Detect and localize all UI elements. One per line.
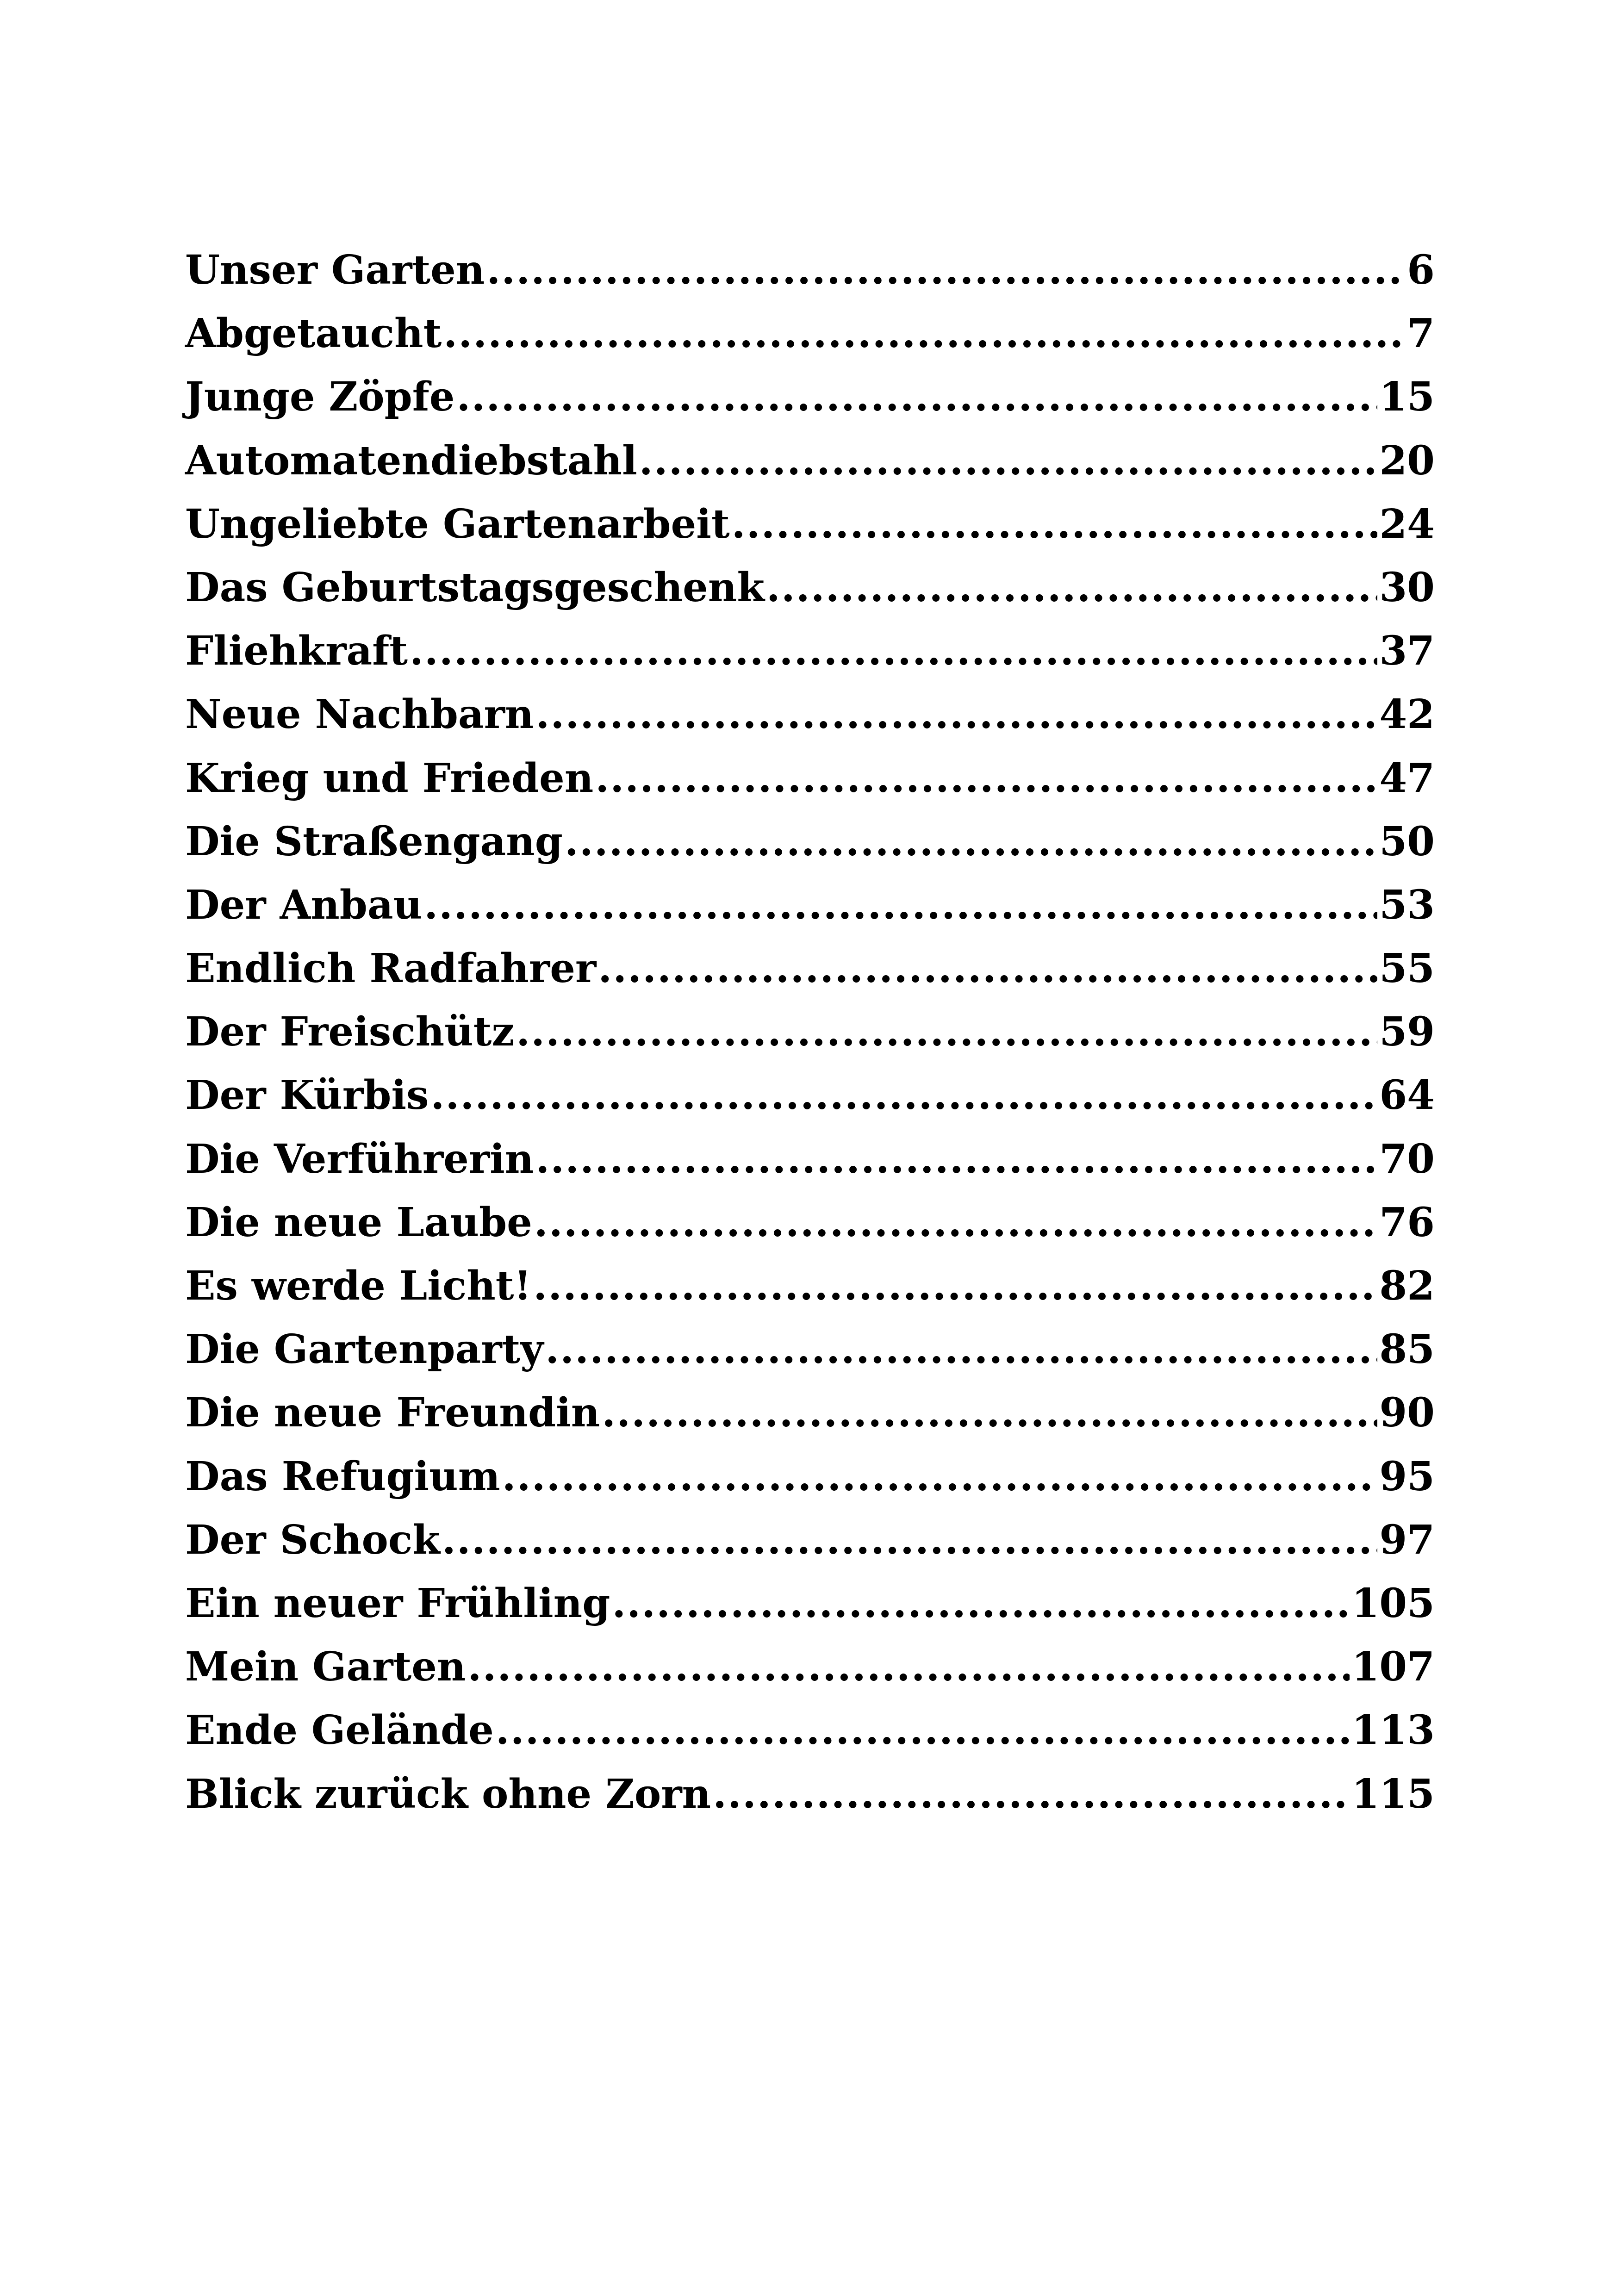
toc-entry-title: Der Kürbis: [185, 1072, 429, 1119]
toc-entry-page: 90: [1379, 1389, 1435, 1437]
toc-entry[interactable]: [185, 1572, 1435, 1635]
dot-leader: [410, 619, 1377, 683]
toc-entry[interactable]: [185, 1127, 1435, 1191]
dot-leader: [443, 302, 1405, 365]
toc-entry-page: 64: [1379, 1072, 1435, 1119]
toc-entry-page: 37: [1379, 628, 1435, 675]
toc-entry-title: Abgetaucht: [185, 310, 442, 357]
toc-entry-page: 15: [1379, 373, 1435, 421]
toc-entry[interactable]: [185, 1445, 1435, 1508]
toc-entry-title: Neue Nachbarn: [185, 691, 534, 738]
dot-leader: [533, 1254, 1377, 1318]
toc-entry[interactable]: [185, 1318, 1435, 1381]
dot-leader: [766, 556, 1377, 619]
toc-entry-page: 70: [1379, 1135, 1435, 1182]
toc-entry-page: 6: [1407, 247, 1435, 293]
toc-entry-page: 107: [1351, 1643, 1435, 1691]
toc-entry[interactable]: [185, 492, 1435, 556]
toc-entry-page: 82: [1379, 1263, 1435, 1309]
toc-entry-page: 115: [1351, 1770, 1435, 1817]
toc-entry-title: Der Anbau: [185, 881, 423, 928]
dot-leader: [496, 1699, 1350, 1762]
dot-leader: [486, 238, 1405, 302]
toc-entry[interactable]: [185, 365, 1435, 429]
toc-entry[interactable]: [185, 302, 1435, 365]
dot-leader: [457, 365, 1378, 429]
toc-entry[interactable]: [185, 1381, 1435, 1444]
dot-leader: [595, 747, 1377, 810]
toc-entry-title: Die Gartenparty: [185, 1326, 544, 1373]
toc-entry-title: Unser Garten: [185, 247, 485, 293]
dot-leader: [502, 1445, 1378, 1508]
toc-entry-title: Ein neuer Frühling: [185, 1580, 610, 1627]
toc-entry[interactable]: [185, 1000, 1435, 1064]
toc-entry[interactable]: [185, 683, 1435, 746]
toc-entry-page: 55: [1379, 945, 1435, 992]
dot-leader: [534, 1191, 1377, 1254]
toc-entry-page: 30: [1379, 564, 1435, 611]
toc-entry-title: Ungeliebte Gartenarbeit: [185, 500, 730, 548]
toc-entry-title: Fliehkraft: [185, 628, 408, 675]
dot-leader: [713, 1762, 1350, 1826]
dot-leader: [602, 1381, 1377, 1444]
toc-entry[interactable]: [185, 1064, 1435, 1127]
dot-leader: [545, 1318, 1377, 1381]
toc-entry-page: 50: [1379, 818, 1435, 865]
toc-entry[interactable]: [185, 556, 1435, 619]
toc-entry-page: 59: [1379, 1008, 1435, 1056]
toc-entry-page: 85: [1379, 1326, 1435, 1373]
toc-entry[interactable]: [185, 1191, 1435, 1254]
toc-entry[interactable]: [185, 1635, 1435, 1699]
dot-leader: [565, 810, 1377, 873]
dot-leader: [468, 1635, 1350, 1699]
toc-entry-page: 95: [1379, 1453, 1435, 1500]
dot-leader: [732, 492, 1378, 556]
dot-leader: [612, 1572, 1350, 1635]
toc-entry-title: Der Freischütz: [185, 1008, 515, 1056]
toc-entry-page: 53: [1379, 881, 1435, 928]
toc-entry-page: 76: [1379, 1199, 1435, 1246]
toc-entry[interactable]: [185, 1508, 1435, 1572]
toc-entry-title: Mein Garten: [185, 1643, 466, 1691]
table-of-contents: [185, 238, 1435, 1826]
dot-leader: [535, 1127, 1377, 1191]
dot-leader: [424, 873, 1377, 937]
dot-leader: [535, 683, 1377, 746]
toc-entry-title: Ende Gelände: [185, 1707, 494, 1754]
toc-entry[interactable]: [185, 747, 1435, 810]
toc-entry-title: Die Verführerin: [185, 1135, 534, 1182]
toc-entry-page: 24: [1379, 500, 1435, 548]
toc-entry-page: 47: [1379, 754, 1435, 802]
toc-entry-title: Die neue Laube: [185, 1199, 532, 1246]
toc-entry[interactable]: [185, 873, 1435, 937]
toc-entry-title: Krieg und Frieden: [185, 754, 594, 802]
dot-leader: [442, 1508, 1377, 1572]
dot-leader: [516, 1000, 1377, 1064]
toc-entry-title: Automatendiebstahl: [185, 437, 637, 484]
toc-entry[interactable]: [185, 238, 1435, 302]
toc-entry-title: Die neue Freundin: [185, 1389, 600, 1437]
toc-entry-page: 97: [1379, 1516, 1435, 1563]
toc-entry-title: Der Schock: [185, 1516, 440, 1563]
dot-leader: [430, 1064, 1377, 1127]
toc-entry-page: 105: [1351, 1580, 1435, 1627]
toc-entry[interactable]: [185, 1762, 1435, 1826]
toc-entry-title: Junge Zöpfe: [185, 373, 455, 421]
toc-entry[interactable]: [185, 1699, 1435, 1762]
dot-leader: [598, 937, 1377, 1000]
toc-entry-title: Blick zurück ohne Zorn: [185, 1770, 711, 1817]
toc-entry[interactable]: [185, 937, 1435, 1000]
toc-entry-title: Das Geburtstagsgeschenk: [185, 564, 765, 611]
toc-entry-page: 7: [1407, 310, 1435, 357]
toc-entry-page: 42: [1379, 691, 1435, 738]
toc-entry-title: Das Refugium: [185, 1453, 500, 1500]
toc-entry-title: Es werde Licht!: [185, 1263, 532, 1309]
toc-entry-title: Die Straßengang: [185, 818, 563, 865]
toc-entry-page: 113: [1351, 1707, 1435, 1754]
toc-entry[interactable]: [185, 429, 1435, 492]
toc-entry[interactable]: [185, 1254, 1435, 1318]
toc-entry[interactable]: [185, 619, 1435, 683]
toc-entry[interactable]: [185, 810, 1435, 873]
toc-entry-title: Endlich Radfahrer: [185, 945, 597, 992]
toc-entry-page: 20: [1379, 437, 1435, 484]
dot-leader: [639, 429, 1378, 492]
